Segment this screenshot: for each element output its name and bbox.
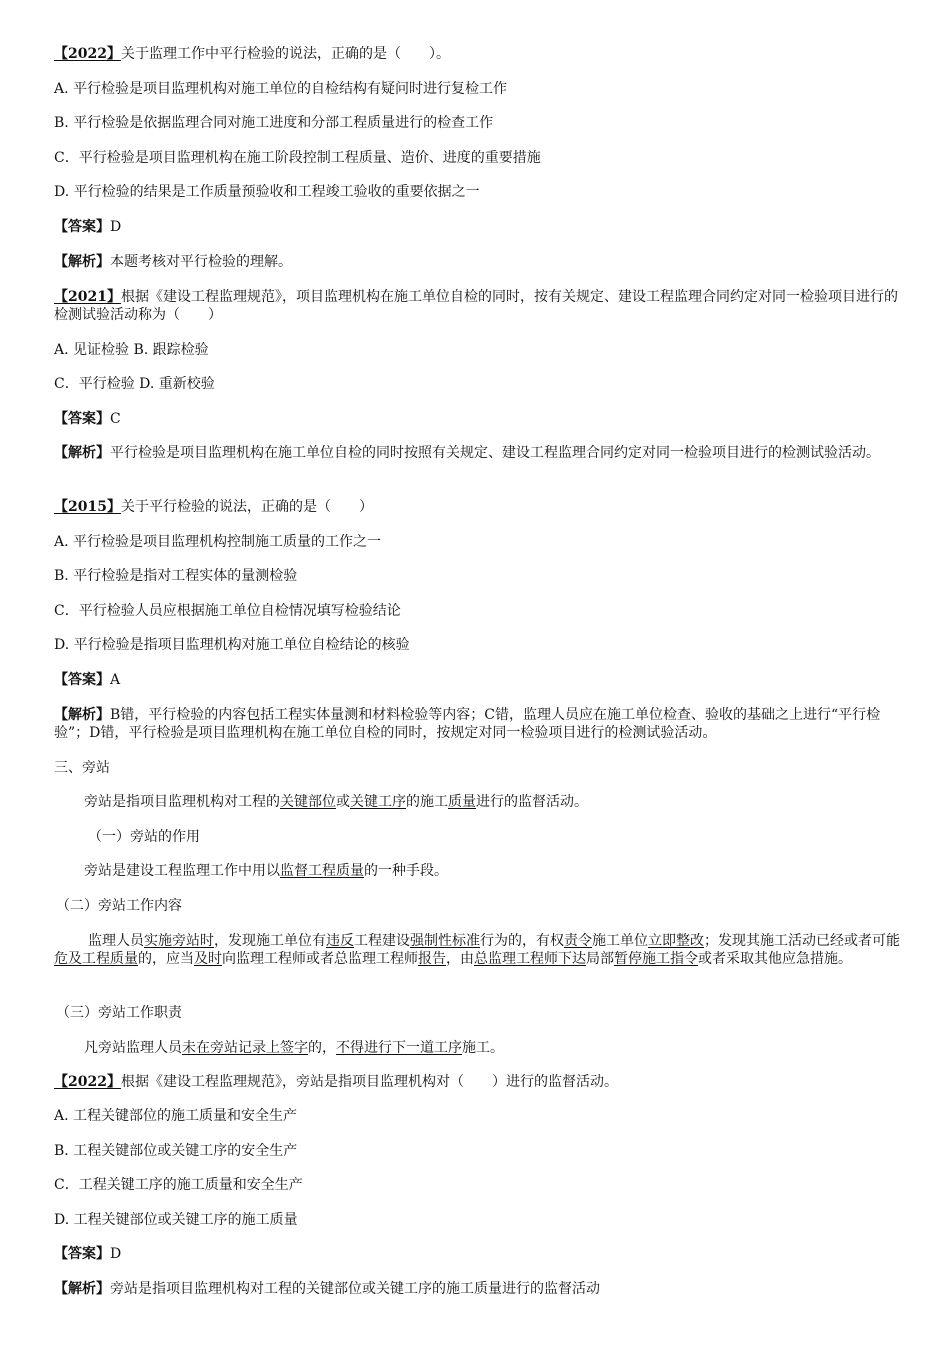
option-c: C．平行检验是项目监理机构在施工阶段控制工程质量、造价、进度的重要措施 — [54, 150, 541, 166]
text: 旁站是指项目监理机构对工程的 — [84, 794, 280, 810]
text: 向监理工程师或者总监理工程师 — [222, 951, 418, 967]
answer — [54, 1245, 900, 1263]
key-term: 实施旁站时 — [144, 933, 214, 949]
text: 的，应当 — [138, 951, 194, 967]
text: 旁站是建设工程监理工作中用以 — [84, 863, 280, 879]
key-term: 关键部位 — [280, 794, 336, 810]
answer-value: C — [110, 411, 121, 427]
text: 或 — [336, 794, 350, 810]
text: 施工。 — [462, 1040, 504, 1056]
analysis-label: 【解析】 — [54, 707, 110, 723]
analysis-text: B错，平行检验的内容包括工程实体量测和材料检验等内容；C错，监理人员应在施工单位检查、验收的基础之上进行“平行检验”；D错，平行检验是项目监理机构在施工单位自检的同时，按规定对同一检验项目进行的检测试验活动。 — [54, 707, 881, 741]
question-2015 — [54, 498, 900, 516]
text: 施工单位 — [592, 933, 648, 949]
subsection-title: （二）旁站工作内容 — [56, 898, 182, 914]
text: 的施工 — [406, 794, 448, 810]
subsection-title: （三）旁站工作职责 — [56, 1005, 182, 1021]
option-b: B. 平行检验是依据监理合同对施工进度和分部工程质量进行的检查工作 — [54, 115, 494, 131]
text: 凡旁站监理人员 — [84, 1040, 182, 1056]
text: 局部 — [586, 951, 614, 967]
analysis-label: 【解析】 — [54, 1281, 110, 1297]
text: 进行的监督活动。 — [476, 794, 588, 810]
key-term: 质量 — [448, 794, 476, 810]
key-term: 报告 — [418, 951, 446, 967]
option-d: D. 工程关键部位或关键工序的施工质量 — [54, 1212, 298, 1228]
text: 的一种手段。 — [364, 863, 448, 879]
option-c: C．工程关键工序的施工质量和安全生产 — [54, 1177, 303, 1193]
text: 监理人员 — [88, 933, 144, 949]
analysis — [54, 706, 900, 742]
year-tag: 【2022】 — [54, 46, 121, 62]
text: 或者采取其他应急措施。 — [698, 951, 852, 967]
question-2022-a — [54, 45, 900, 63]
answer-value: D — [110, 1246, 122, 1262]
year-tag: 【2022】 — [54, 1074, 121, 1090]
option-d: D. 平行检验的结果是工作质量预验收和工程竣工验收的重要依据之一 — [54, 184, 480, 200]
analysis — [54, 253, 900, 271]
key-term: 违反 — [326, 933, 354, 949]
option-a: A. 平行检验是项目监理机构控制施工质量的工作之一 — [54, 534, 382, 550]
analysis-text: 平行检验是项目监理机构在施工单位自检的同时按照有关规定、建设工程监理合同约定对同一检验项目进行的检测试验活动。 — [110, 445, 880, 461]
option-d: D. 平行检验是指项目监理机构对施工单位自检结论的核验 — [54, 637, 410, 653]
subsection-text — [84, 862, 930, 880]
definition — [84, 793, 930, 811]
question-stem: 关于监理工作中平行检验的说法，正确的是（ ）。 — [120, 46, 450, 62]
option-ab: A. 见证检验 B. 跟踪检验 — [54, 342, 209, 358]
key-term: 关键工序 — [350, 794, 406, 810]
question-2022-b — [54, 1073, 900, 1091]
option-c: C．平行检验人员应根据施工单位自检情况填写检验结论 — [54, 603, 401, 619]
key-term: 暂停施工指令 — [614, 951, 698, 967]
text: ，发现施工单位有 — [214, 933, 326, 949]
question-2021 — [54, 288, 900, 324]
key-term: 责令 — [564, 933, 592, 949]
answer-value: D — [110, 219, 122, 235]
text: ，由 — [446, 951, 474, 967]
answer-label: 【答案】 — [54, 219, 110, 235]
analysis — [54, 1280, 900, 1298]
key-term: 及时 — [194, 951, 222, 967]
answer — [54, 218, 900, 236]
text: ；发现其施工活动已经或者可能 — [704, 933, 900, 949]
analysis-label: 【解析】 — [54, 445, 110, 461]
answer — [54, 410, 900, 428]
option-cd: C．平行检验 D. 重新校验 — [54, 376, 215, 392]
question-stem: 根据《建设工程监理规范》，旁站是指项目监理机构对（ ）进行的监督活动。 — [120, 1074, 618, 1090]
subsection-text — [84, 1039, 930, 1057]
year-tag: 【2015】 — [54, 499, 121, 515]
answer-label: 【答案】 — [54, 411, 110, 427]
option-b: B. 工程关键部位或关键工序的安全生产 — [54, 1143, 298, 1159]
question-stem: 根据《建设工程监理规范》，项目监理机构在施工单位自检的同时，按有关规定、建设工程监理合同约定对同一检验项目进行的检测试验活动称为（ ） — [54, 289, 898, 323]
analysis-label: 【解析】 — [54, 254, 110, 270]
answer-value: A — [110, 672, 121, 688]
text: 的， — [308, 1040, 336, 1056]
key-term: 立即整改 — [648, 933, 704, 949]
option-b: B. 平行检验是指对工程实体的量测检验 — [54, 568, 298, 584]
answer-label: 【答案】 — [54, 672, 110, 688]
question-stem: 关于平行检验的说法，正确的是（ ） — [120, 499, 373, 515]
year-tag: 【2021】 — [54, 289, 121, 305]
analysis — [54, 444, 900, 462]
key-term: 不得进行下一道工序 — [336, 1040, 462, 1056]
section-title: 三、旁站 — [54, 760, 110, 776]
text: 行为的，有权 — [480, 933, 564, 949]
analysis-text: 旁站是指项目监理机构对工程的关键部位或关键工序的施工质量进行的监督活动 — [110, 1281, 600, 1297]
subsection-title: （一）旁站的作用 — [88, 829, 200, 845]
answer — [54, 671, 900, 689]
option-a: A. 平行检验是项目监理机构对施工单位的自检结构有疑问时进行复检工作 — [54, 81, 508, 97]
key-term: 危及工程质量 — [54, 951, 138, 967]
option-a: A. 工程关键部位的施工质量和安全生产 — [54, 1108, 298, 1124]
key-term: 未在旁站记录上签字 — [182, 1040, 308, 1056]
key-term: 监督工程质量 — [280, 863, 364, 879]
answer-label: 【答案】 — [54, 1246, 110, 1262]
subsection-text — [54, 932, 900, 968]
analysis-text: 本题考核对平行检验的理解。 — [110, 254, 292, 270]
text: 工程建设 — [354, 933, 410, 949]
key-term: 强制性标准 — [410, 933, 480, 949]
key-term: 总监理工程师下达 — [474, 951, 586, 967]
